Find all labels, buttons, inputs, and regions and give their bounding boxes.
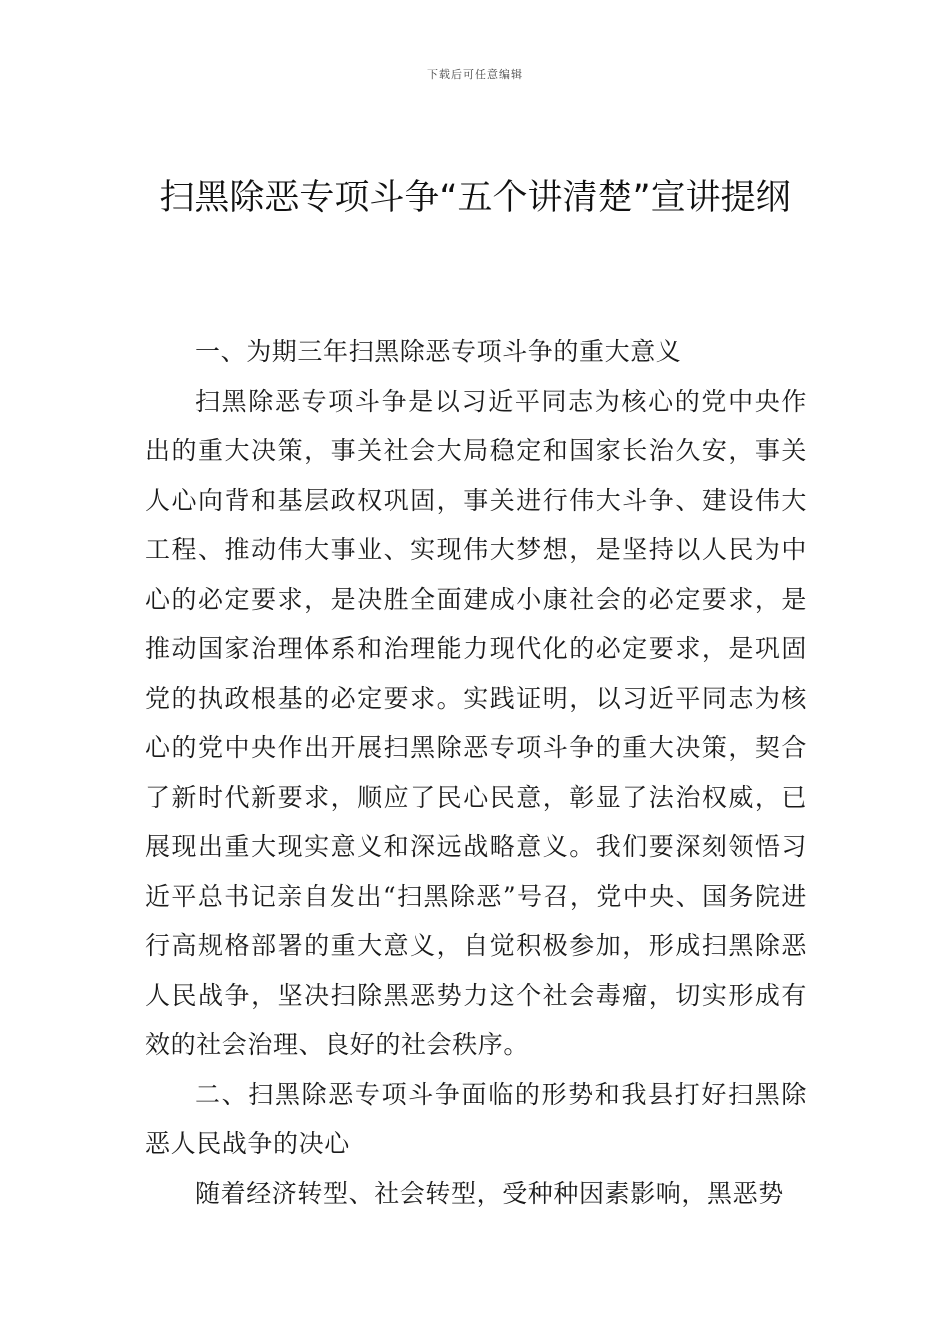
document-title: 扫黑除恶专项斗争“五个讲清楚”宣讲提纲 bbox=[159, 178, 791, 218]
body-paragraph: 随着经济转型、社会转型，受种种因素影响，黑恶势 bbox=[195, 1178, 784, 1208]
section-heading-2: 二、扫黑除恶专项斗争面临的形势和我县打好扫黑除恶人民战争的决心 bbox=[145, 1079, 807, 1158]
section-heading-1: 一、为期三年扫黑除恶专项斗争的重大意义 bbox=[195, 337, 682, 366]
header-note: 下载后可任意编辑 bbox=[427, 68, 523, 81]
body-paragraph: 扫黑除恶专项斗争是以习近平同志为核心的党中央作出的重大决策，事关社会大局稳定和国家长治久安，事关人心向背和基层政权巩固，事关进行伟大斗争、建设伟大工程、推动伟大事业、实现伟大梦想，是坚持以人民为中心的必定要求，是决胜全面建成小康社会的必定要求，是推动国家治理体系和治理能力现代化的必定要求，是巩固党的执政根基的必定要求。实践证明，以习近平同志为核心的党中央作出开展扫黑除恶专项斗争的重大决策，契合了新时代新要求，顺应了民心民意，彰显了法治权威，已展现出重大现实意义和深远战略意义。我们要深刻领悟习近平总书记亲自发出“扫黑除恶”号召，党中央、国务院进行高规格部署的重大意义，自觉积极参加，形成扫黑除恶人民战争，坚决扫除黑恶势力这个社会毒瘤，切实形成有效的社会治理、良好的社会秩序。 bbox=[145, 386, 807, 1059]
document-body bbox=[145, 327, 807, 1218]
